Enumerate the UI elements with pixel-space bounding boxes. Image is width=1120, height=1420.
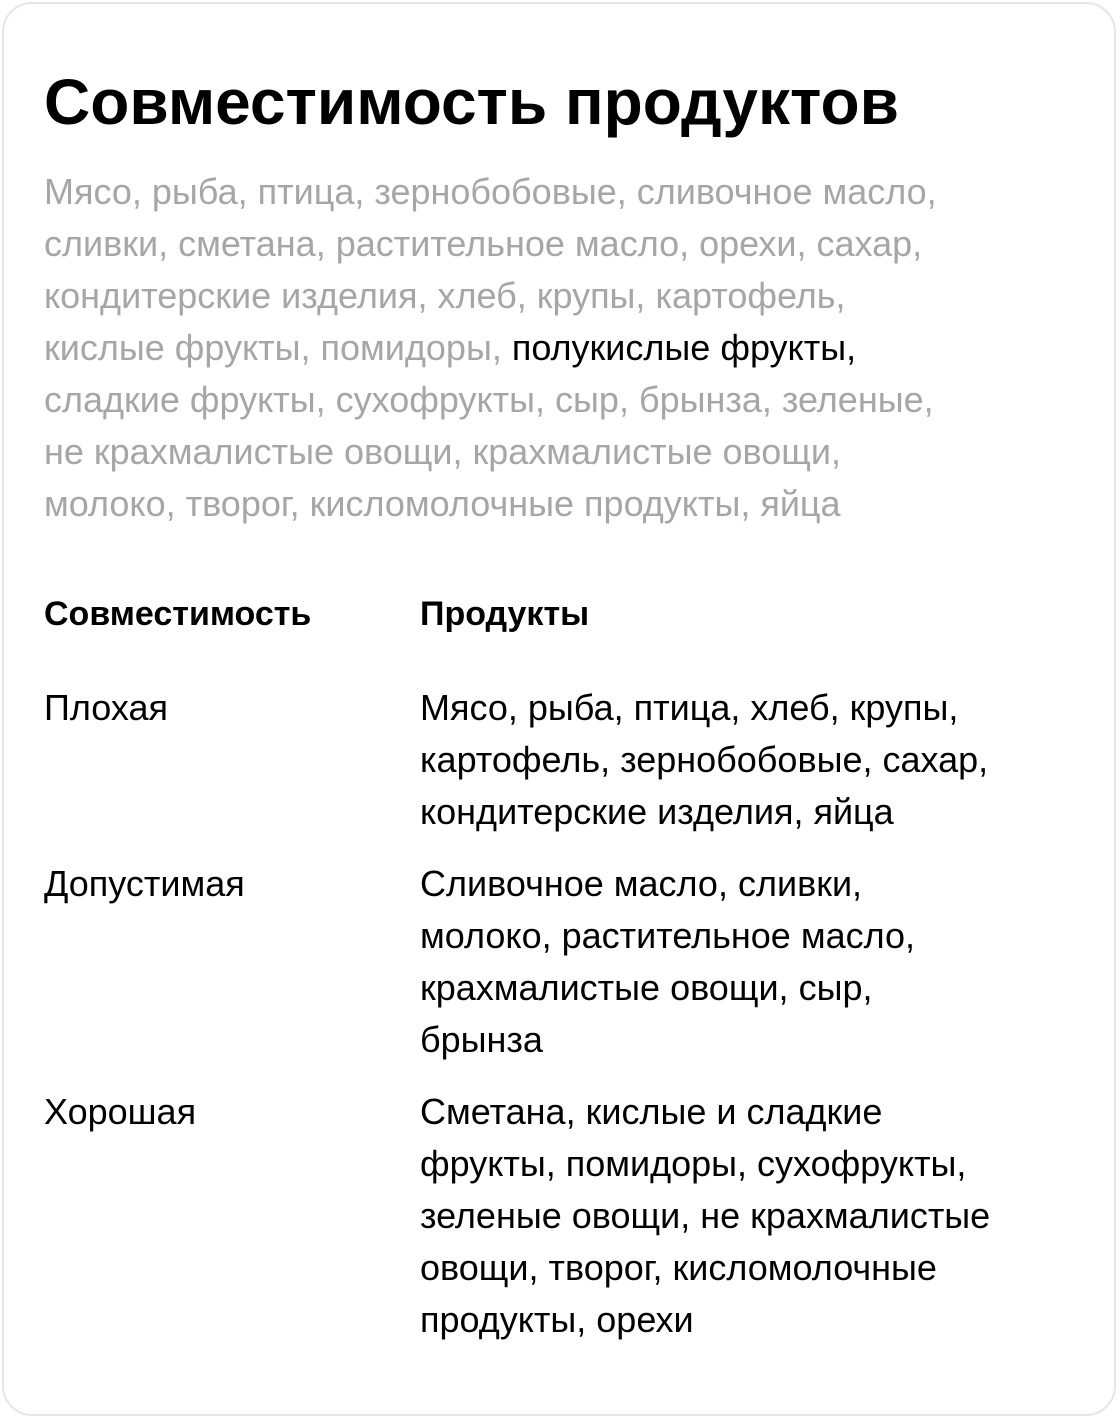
products-cell xyxy=(420,858,915,1066)
product-list-line: молоко, творог, кисломолочные продукты, яйца xyxy=(44,483,841,524)
products-line: овощи, творог, кисломолочные xyxy=(420,1247,937,1288)
products-line: кондитерские изделия, яйца xyxy=(420,791,894,832)
compatibility-cell: Плохая xyxy=(44,687,169,728)
products-line: Мясо, рыба, птица, хлеб, крупы, xyxy=(420,687,959,728)
card xyxy=(2,2,1116,1416)
products-cell xyxy=(420,1086,990,1346)
products-line: продукты, орехи xyxy=(420,1299,694,1340)
product-list-line: сливки, сметана, растительное масло, орехи, сахар, xyxy=(44,223,923,264)
products-line: картофель, зернобобовые, сахар, xyxy=(420,739,989,780)
product-list-line xyxy=(44,322,1094,374)
product-list-text xyxy=(44,166,1094,530)
products-line: молоко, растительное масло, xyxy=(420,915,916,956)
column-header-compatibility: Совместимость xyxy=(44,595,312,633)
product-list-line: Мясо, рыба, птица, зернобобовые, сливочное масло, xyxy=(44,171,937,212)
column-header-products: Продукты xyxy=(420,595,590,633)
product-list-segment: кислые фрукты, помидоры, xyxy=(44,327,512,368)
product-list-line: сладкие фрукты, сухофрукты, сыр, брынза, зеленые, xyxy=(44,379,934,420)
products-cell xyxy=(420,682,988,838)
products-line: зеленые овощи, не крахмалистые xyxy=(420,1195,991,1236)
highlighted-product: полукислые фрукты, xyxy=(511,327,857,368)
products-line: крахмалистые овощи, сыр, xyxy=(420,967,873,1008)
product-list-line: не крахмалистые овощи, крахмалистые овощи, xyxy=(44,431,842,472)
products-line: Сливочное масло, сливки, xyxy=(420,863,863,904)
products-line: Сметана, кислые и сладкие xyxy=(420,1091,883,1132)
page-title: Совместимость продуктов xyxy=(44,66,899,138)
products-line: брынза xyxy=(420,1019,543,1060)
compatibility-cell: Хорошая xyxy=(44,1091,197,1132)
product-list-line: кондитерские изделия, хлеб, крупы, картофель, xyxy=(44,275,846,316)
compatibility-cell: Допустимая xyxy=(44,863,245,904)
products-line: фрукты, помидоры, сухофрукты, xyxy=(420,1143,967,1184)
